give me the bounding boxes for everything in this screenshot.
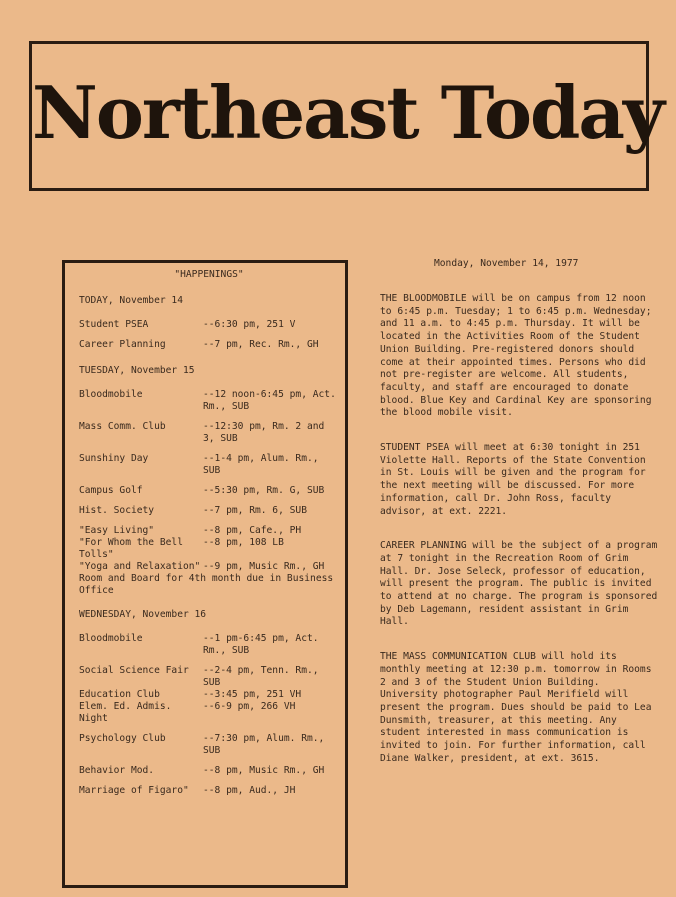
event-time-place: --6:30 pm, 251 V bbox=[203, 319, 296, 330]
calendar-event bbox=[79, 733, 339, 757]
event-name: Behavior Mod. bbox=[79, 765, 155, 776]
issue-date: Monday, November 14, 1977 bbox=[434, 258, 579, 269]
event-time-place: --3:45 pm, 251 VH bbox=[203, 689, 302, 700]
news-column bbox=[380, 293, 658, 788]
event-time-place: --1 pm-6:45 pm, Act. Rm., SUB bbox=[203, 633, 319, 656]
calendar-event bbox=[79, 505, 339, 517]
event-name: "Easy Living" bbox=[79, 525, 155, 536]
calendar-event bbox=[79, 537, 339, 561]
calendar-heading: "HAPPENINGS" bbox=[174, 269, 244, 280]
event-time-place: --8 pm, 108 LB bbox=[203, 537, 284, 548]
calendar-event bbox=[79, 665, 339, 689]
calendar-event bbox=[79, 633, 339, 657]
event-time-place: --7 pm, Rm. 6, SUB bbox=[203, 505, 307, 516]
event-name: Bloodmobile bbox=[79, 633, 143, 644]
event-time-place: --8 pm, Aud., JH bbox=[203, 785, 296, 796]
event-time-place: --12 noon-6:45 pm, Act. Rm., SUB bbox=[203, 389, 336, 412]
event-name: Marriage of Figaro" bbox=[79, 785, 189, 796]
event-time-place: --6-9 pm, 266 VH bbox=[203, 701, 296, 712]
event-name: Student PSEA bbox=[79, 319, 149, 330]
event-name: Social Science Fair bbox=[79, 665, 189, 676]
calendar-event bbox=[79, 785, 339, 797]
event-name: Psychology Club bbox=[79, 733, 166, 744]
event-name: Hist. Society bbox=[79, 505, 155, 516]
event-name: "For Whom the Bell Tolls" bbox=[79, 537, 183, 560]
event-time-place: --8 pm, Cafe., PH bbox=[203, 525, 302, 536]
calendar-event bbox=[79, 339, 339, 351]
day-heading-today: TODAY, November 14 bbox=[79, 295, 183, 306]
story-career-planning: CAREER PLANNING will be the subject of a program at 7 tonight in the Recreation Room of Grim Hall. Dr. Jose Seleck, professor of education, will present the program. The public is invited to attend at no charge. The program is sponsored by Deb Lagemann, resident assistant in Grim Hall. bbox=[380, 540, 658, 628]
calendar-event bbox=[79, 525, 339, 537]
event-name: "Yoga and Relaxation" bbox=[79, 561, 201, 572]
event-time-place: --1-4 pm, Alum. Rm., SUB bbox=[203, 453, 319, 476]
event-name: Campus Golf bbox=[79, 485, 143, 496]
calendar-event bbox=[79, 421, 339, 445]
story-mass-comm-club: THE MASS COMMUNICATION CLUB will hold its monthly meeting at 12:30 p.m. tomorrow in Rooms 2 and 3 of the Student Union Building. University photographer Paul Merifield will present the program. Dues should be paid to Lea Dunsmith, treasurer, at this meeting. Any student interested in mass communication is invited to join. For further information, call Diane Walker, president, at ext. 3615. bbox=[380, 651, 652, 764]
day-heading-wednesday: WEDNESDAY, November 16 bbox=[79, 609, 207, 620]
day-heading-tuesday: TUESDAY, November 15 bbox=[79, 365, 195, 376]
calendar-event bbox=[79, 561, 339, 573]
calendar-event bbox=[79, 485, 339, 497]
calendar-event bbox=[79, 689, 339, 701]
event-name: Education Club bbox=[79, 689, 160, 700]
event-time-place: --7:30 pm, Alum. Rm., SUB bbox=[203, 733, 325, 756]
event-name: Elem. Ed. Admis. Night bbox=[79, 701, 172, 724]
event-time-place: --5:30 pm, Rm. G, SUB bbox=[203, 485, 325, 496]
story-bloodmobile: THE BLOODMOBILE will be on campus from 12 noon to 6:45 p.m. Tuesday; 1 to 6:45 p.m. Wednesday; and 11 a.m. to 4:45 p.m. Thursday. It will be located in the Activities Room of the Student Union Building. Pre-registered donors should come at their appointed times. Persons who did not pre-register are welcome. All students, faculty, and staff are encouraged to donate blood. Blue Key and Cardinal Key are sponsoring the blood mobile visit. bbox=[380, 293, 652, 419]
calendar-event bbox=[79, 389, 339, 413]
happenings-calendar bbox=[62, 260, 348, 888]
calendar-event bbox=[79, 319, 339, 331]
event-time-place: --2-4 pm, Tenn. Rm., SUB bbox=[203, 665, 319, 688]
newsletter-title: Northeast Today bbox=[32, 70, 663, 155]
calendar-event bbox=[79, 701, 339, 725]
story-student-psea: STUDENT PSEA will meet at 6:30 tonight in 251 Violette Hall. Reports of the State Convention in St. Louis will be given and the program for the next meeting will be discussed. For more information, call Dr. John Ross, faculty advisor, at ext. 2221. bbox=[380, 442, 646, 517]
room-board-notice: Room and Board for 4th month due in Business Office bbox=[79, 573, 334, 596]
event-time-place: --12:30 pm, Rm. 2 and 3, SUB bbox=[203, 421, 325, 444]
calendar-event bbox=[79, 453, 339, 477]
calendar-event bbox=[79, 765, 339, 777]
event-time-place: --9 pm, Music Rm., GH bbox=[203, 561, 325, 572]
event-name: Career Planning bbox=[79, 339, 166, 350]
event-time-place: --8 pm, Music Rm., GH bbox=[203, 765, 325, 776]
event-time-place: --7 pm, Rec. Rm., GH bbox=[203, 339, 319, 350]
event-name: Mass Comm. Club bbox=[79, 421, 166, 432]
masthead-box bbox=[29, 41, 663, 191]
event-name: Bloodmobile bbox=[79, 389, 143, 400]
event-name: Sunshiny Day bbox=[79, 453, 149, 464]
